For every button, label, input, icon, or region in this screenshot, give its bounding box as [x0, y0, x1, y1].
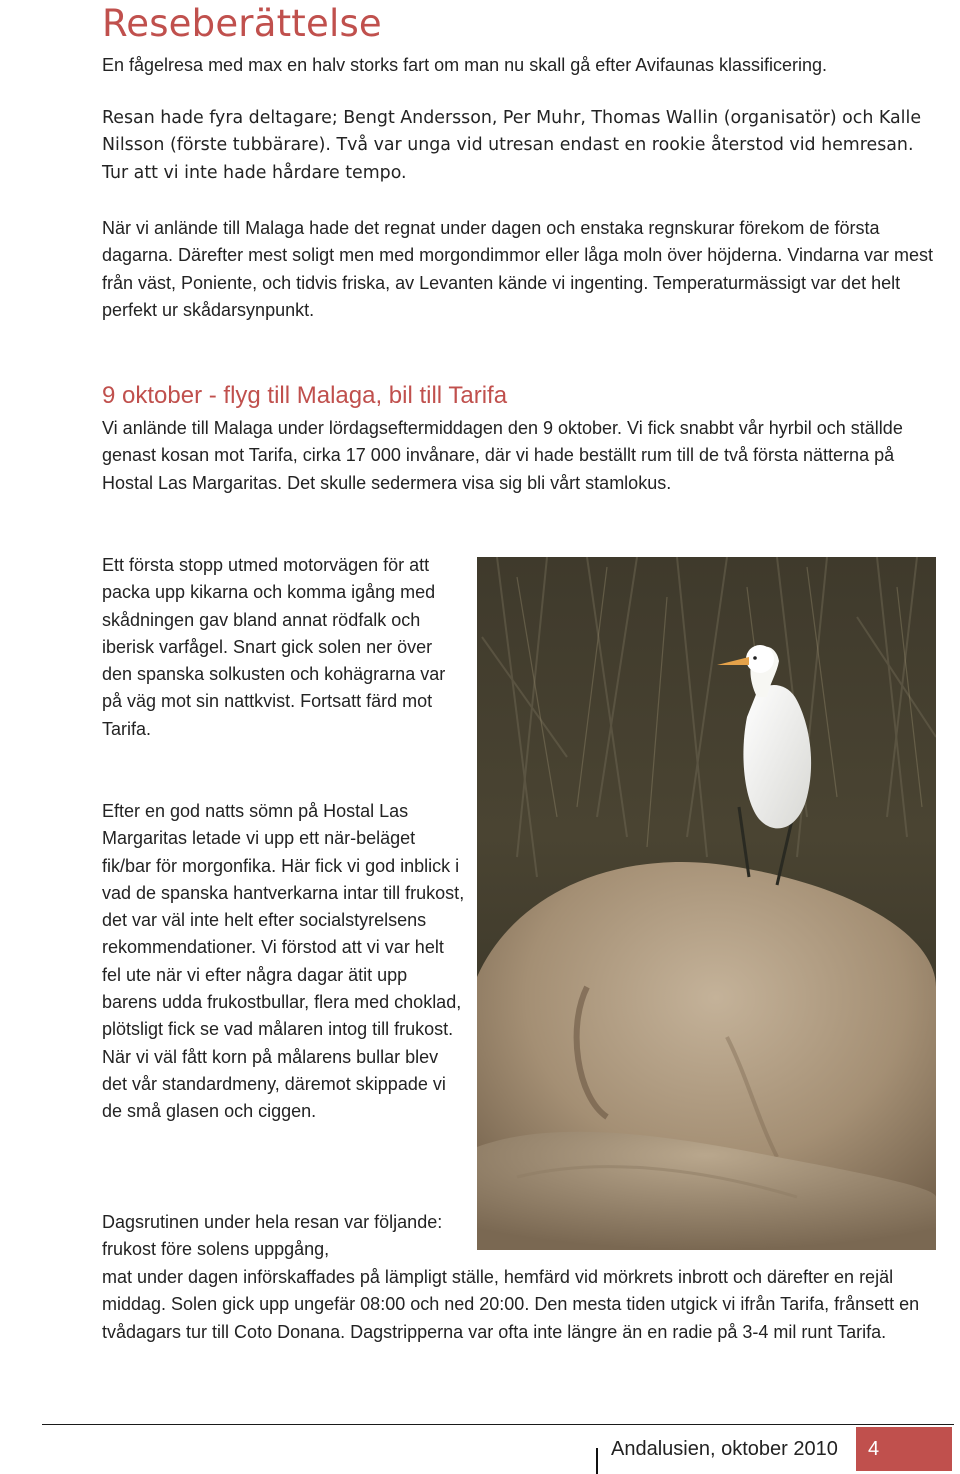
document-title: Reseberättelse — [102, 2, 382, 45]
breakfast-paragraph: Efter en god natts sömn på Hostal Las Margaritas letade vi upp ett när-beläget fik/bar för morgonfika. Här fick vi god inblick i vad de spanska hantverkarna intar till frukost, det var väl inte helt efter socialstyrelsens rekommendationer. Vi förstod att vi var helt fel ute när vi efter några dagar ätit upp barens udda frukostbullar, flera med choklad, plötsligt fick se vad målaren intog till frukost. När vi väl fått korn på målarens bullar blev det vår standardmeny, däremot skippade vi de små glasen och ciggen. — [102, 801, 465, 1122]
footer-rule — [42, 1424, 954, 1425]
routine-paragraph-rest: mat under dagen införskaffades på lämpligt ställe, hemfärd vid mörkrets inbrott och därefter en rejäl middag. Solen gick upp ungefär 08:00 och ned 20:00. Den mesta tiden utgick vi ifrån Tarifa, frånsett en tvådagars tur till Coto Donana. Dagstripperna var ofta inte längre än en radie på 3-4 mil runt Tarifa. — [102, 1267, 920, 1342]
section-heading: 9 oktober - flyg till Malaga, bil till Tarifa — [102, 382, 508, 409]
routine-paragraph-start: Dagsrutinen under hela resan var följande: frukost före solens uppgång, — [102, 1212, 443, 1260]
document-subtitle: En fågelresa med max en halv storks fart om man nu skall gå efter Avifaunas klassificering. — [102, 55, 828, 75]
page-number: 4 — [868, 1438, 880, 1460]
first-stop-paragraph: Ett första stopp utmed motorvägen för att packa upp kikarna och komma igång med skådningen gav bland annat rödfalk och iberisk varfågel. Snart gick solen ner över den spanska solkusten och kohägrarna var på väg mot sin nattkvist. Fortsatt färd mot Tarifa. — [102, 555, 446, 739]
page-number-badge — [856, 1427, 952, 1471]
arrival-paragraph: Vi anlände till Malaga under lördagseftermiddagen den 9 oktober. Vi fick snabbt vår hyrbil och ställde genast kosan mot Tarifa, cirka 17 000 invånare, där vi hade beställt rum till de två första nätterna på Hostal Las Margaritas. Det skulle sedermera visa sig bli vårt stamlokus. — [102, 418, 903, 493]
weather-paragraph: När vi anlände till Malaga hade det regnat under dagen och enstaka regnskurar förekom de första dagarna. Därefter mest soligt men med morgondimmor eller låga moln över höjderna. Vindarna var mest från väst, Poniente, och tidvis friska, av Levanten kände vi ingenting. Temperaturmässigt var det helt perfekt ur skådarsynpunkt. — [102, 218, 934, 320]
egret-on-sheep-image — [477, 557, 936, 1250]
footer-title: Andalusien, oktober 2010 — [611, 1438, 838, 1460]
footer-separator — [596, 1448, 598, 1474]
egret-photo — [477, 557, 936, 1250]
participants-paragraph: Resan hade fyra deltagare; Bengt Andersson, Per Muhr, Thomas Wallin (organisatör) och Kalle Nilsson (förste tubbärare). Två var unga vid utresan endast en rookie återstod vid hemresan. Tur att vi inte hade hårdare tempo. — [102, 108, 922, 183]
